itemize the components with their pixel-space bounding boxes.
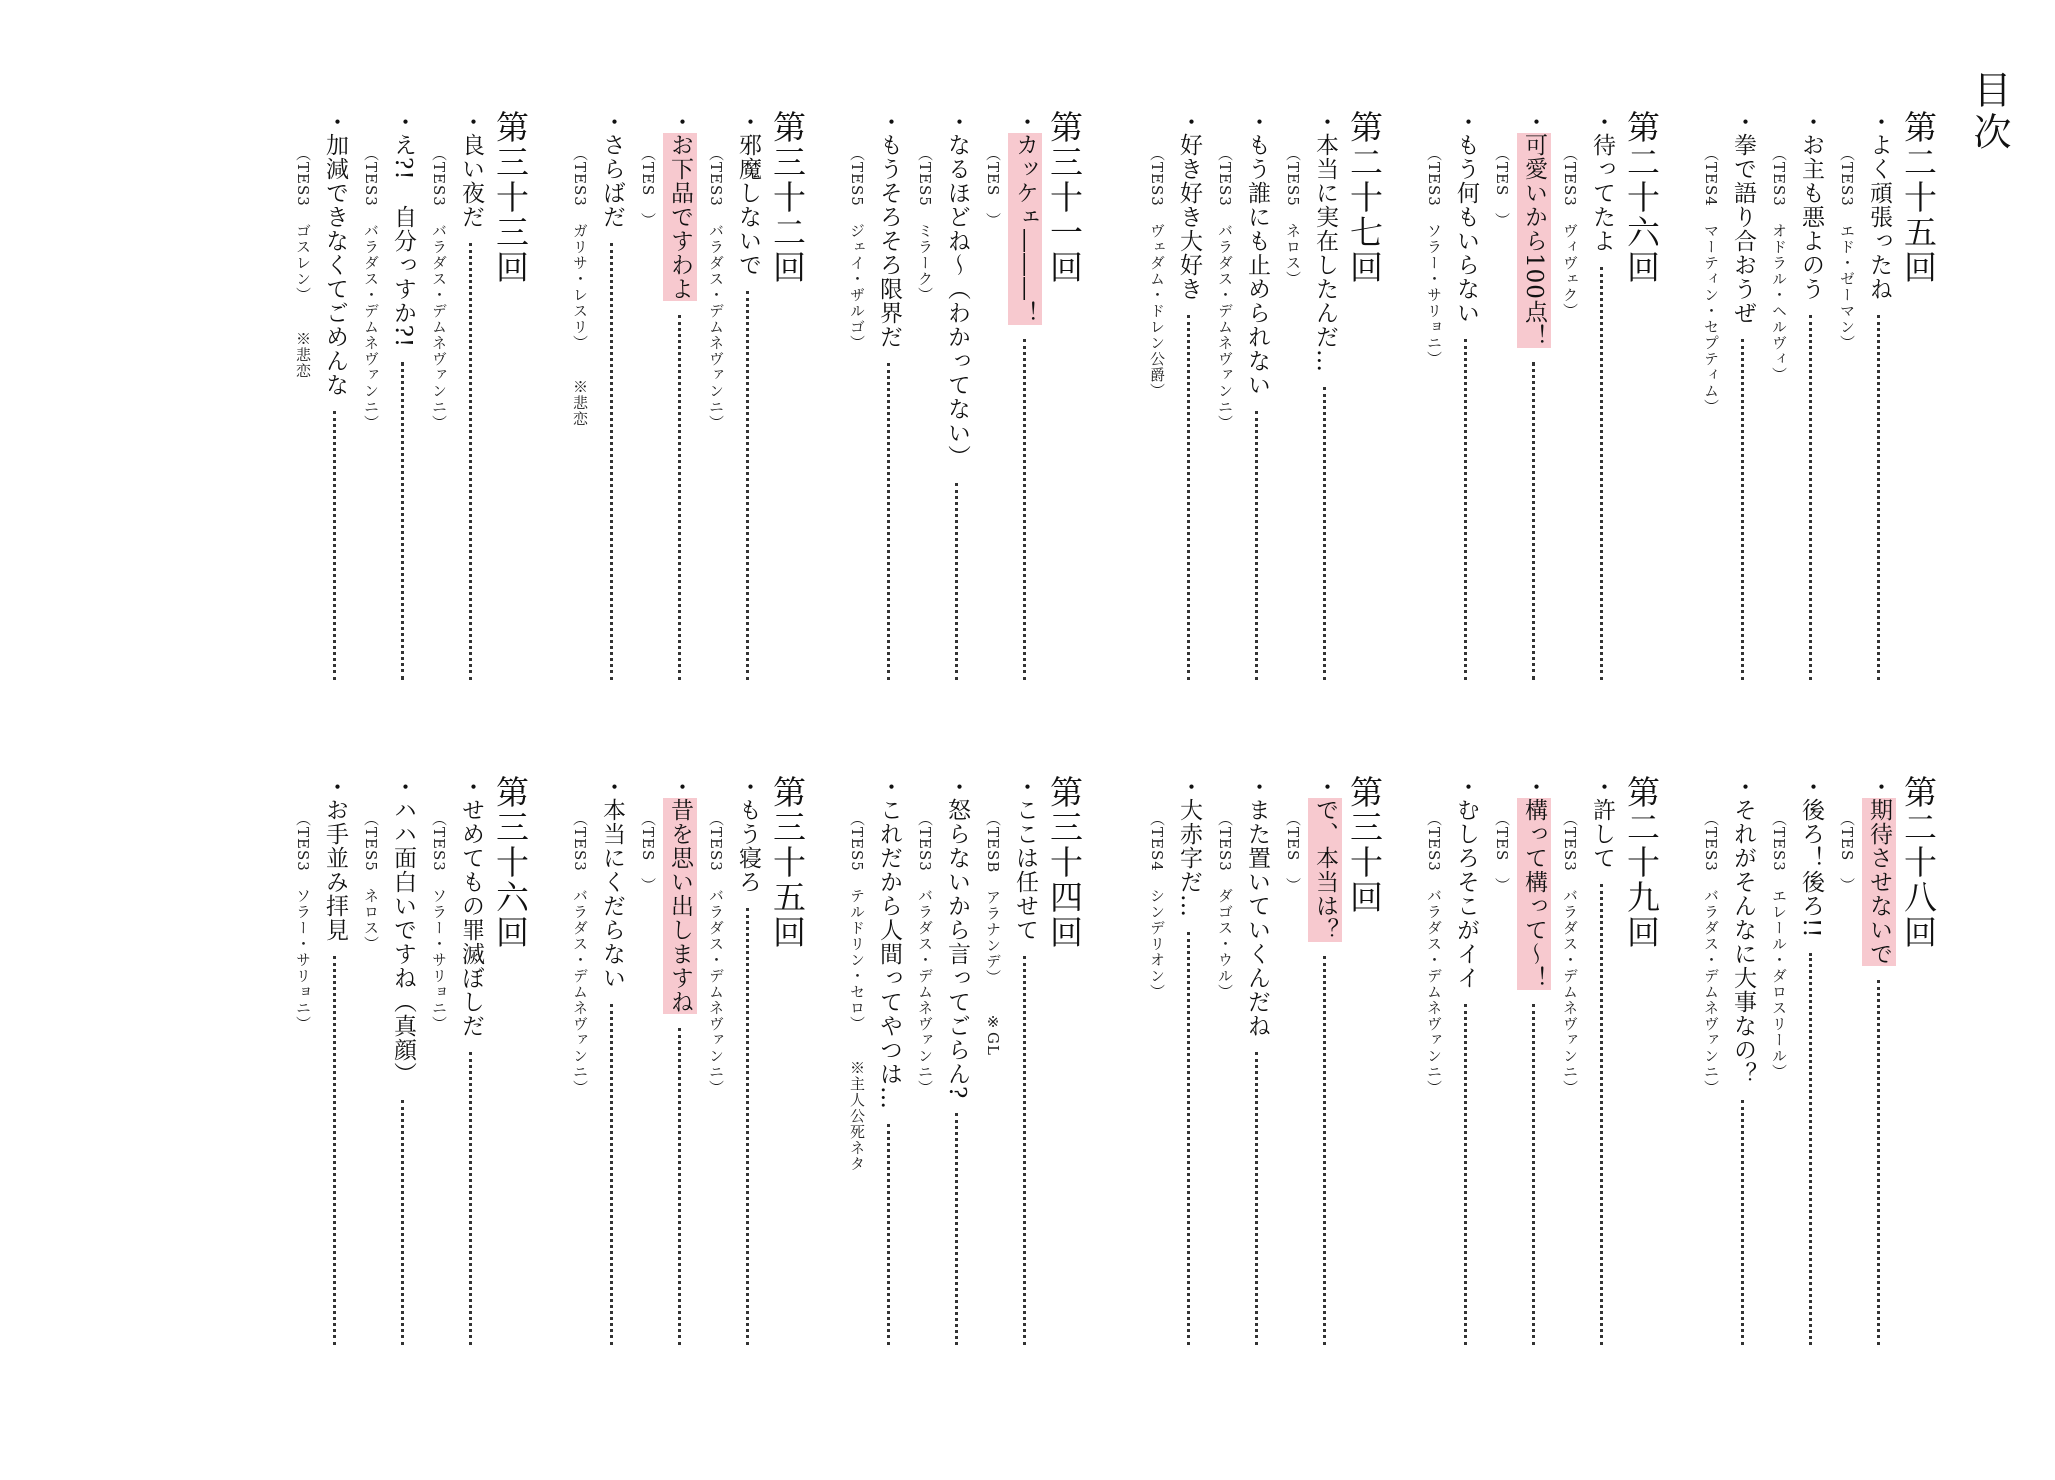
- toc-entry-title: お下品ですわよ: [663, 133, 697, 301]
- dot-leader: [1255, 1052, 1260, 1345]
- toc-entry-source: （TES4 シンデリオン）: [1148, 811, 1166, 1000]
- toc-entry[interactable]: [565, 110, 629, 690]
- toc-entry-source: （TES3 バラダス・デムネヴァンニ）: [430, 146, 448, 431]
- toc-entry[interactable]: [1419, 110, 1483, 690]
- toc-entry-meta: [288, 811, 318, 1032]
- toc-entry-title: むしろそこがイイ: [1453, 798, 1479, 990]
- toc-entry-line: [1008, 775, 1042, 1355]
- toc-entry[interactable]: [424, 775, 488, 1355]
- chapter-block: [1650, 110, 1946, 690]
- toc-entry-source: （TES3 バラダス・デムネヴァンニ）: [1216, 146, 1234, 431]
- bullet-icon: ・: [1521, 110, 1547, 133]
- toc-entry-line: [663, 110, 697, 690]
- toc-entry-note: ※悲恋: [571, 378, 589, 427]
- toc-entry-line: [1862, 110, 1896, 690]
- bullet-icon: ・: [458, 110, 484, 133]
- toc-entry-line: [1172, 775, 1206, 1355]
- toc-entry-source: （TES3 バラダス・デムネヴァンニ）: [571, 811, 589, 1096]
- toc-entry[interactable]: [978, 775, 1042, 1355]
- toc-entry-source: （TES3 ソラー・サリョニ）: [294, 811, 312, 1032]
- toc-entry-title: もうそろそろ限界だ: [876, 133, 902, 349]
- toc-entry-line: [872, 110, 906, 690]
- chapter-entries: [838, 110, 1042, 690]
- toc-entry-meta: [565, 146, 595, 427]
- toc-entry-meta: [288, 146, 318, 379]
- chapter-entries: [1138, 110, 1342, 690]
- toc-entry-meta: [978, 146, 1008, 228]
- toc-entry[interactable]: [1832, 110, 1896, 690]
- toc-entry[interactable]: [1210, 775, 1274, 1355]
- toc-entry-line: [1726, 775, 1760, 1355]
- dot-leader: [1532, 1004, 1537, 1345]
- chapter-block: [1096, 775, 1392, 1355]
- toc-entry[interactable]: [424, 110, 488, 690]
- chapter-entries: [284, 110, 488, 690]
- toc-entry-meta: [1764, 811, 1794, 1080]
- dot-leader: [469, 243, 474, 680]
- toc-entry[interactable]: [701, 775, 765, 1355]
- toc-entry-source: （TES ）: [1493, 146, 1511, 229]
- toc-entry-line: [1240, 110, 1274, 690]
- toc-entry[interactable]: [633, 110, 697, 690]
- toc-entry-meta: [1487, 146, 1517, 228]
- toc-entry-line: [386, 110, 420, 690]
- dot-leader: [678, 1028, 683, 1345]
- toc-entry-title: それがそんなに大事なの？: [1730, 798, 1756, 1086]
- chapter-title: 第三十五回: [768, 775, 807, 950]
- bullet-icon: ・: [667, 110, 693, 133]
- chapter-block: [519, 775, 815, 1355]
- chapter-entries: [1692, 775, 1896, 1355]
- toc-entry-title: お手並み拝見: [322, 798, 348, 942]
- dot-leader: [1532, 362, 1537, 680]
- toc-entry-line: [1726, 110, 1760, 690]
- dot-leader: [1323, 956, 1328, 1345]
- toc-entry-source: （TES3 エド・ゼーマン）: [1838, 146, 1856, 351]
- toc-entry-line: [1585, 775, 1619, 1355]
- dot-leader: [887, 363, 892, 680]
- bullet-icon: ・: [1730, 775, 1756, 798]
- toc-entry-title: これだから人間ってやつは…: [876, 798, 902, 1110]
- chapter-entries: [1138, 775, 1342, 1355]
- toc-entry-title: せめてもの罪滅ぼしだ: [458, 798, 484, 1038]
- toc-entry-line: [595, 110, 629, 690]
- toc-entry-line: [1240, 775, 1274, 1355]
- toc-entry-source: （TESB アラナンデ）: [984, 811, 1002, 986]
- dot-leader: [1464, 1004, 1469, 1345]
- toc-entry-line: [1517, 110, 1551, 690]
- toc-entry-source: （TES3 ソラー・サリョニ）: [1425, 146, 1443, 367]
- toc-entry-source: （TES5 ネロス）: [362, 811, 380, 952]
- toc-entry-title: もう誰にも止められない: [1244, 133, 1270, 397]
- toc-entry-source: （TES5 ミラーク）: [916, 146, 934, 303]
- chapter-title: 第二十七回: [1345, 110, 1384, 285]
- toc-entry-title: 加減できなくてごめんな: [322, 133, 348, 397]
- toc-entry-title: また置いていくんだね: [1244, 798, 1270, 1038]
- chapter-entries: [838, 775, 1042, 1355]
- chapter-block: [1373, 775, 1669, 1355]
- toc-entry-source: （TES3 ソラー・サリョニ）: [430, 811, 448, 1032]
- toc-entry-title: 本当に実在したんだ…: [1312, 133, 1338, 373]
- toc-entry-source: （TES ）: [639, 811, 657, 894]
- toc-entry-note: ※悲恋: [294, 330, 312, 379]
- toc-entry-title: 可愛いから100点！: [1517, 133, 1551, 348]
- toc-entry-line: [940, 775, 974, 1355]
- dot-leader: [1600, 884, 1605, 1345]
- bullet-icon: ・: [944, 110, 970, 133]
- toc-entry-meta: [1696, 146, 1726, 415]
- dot-leader: [1741, 1100, 1746, 1345]
- toc-entry-title: よく頑張ったね: [1866, 133, 1892, 301]
- toc-entry-meta: [910, 146, 940, 303]
- toc-entry[interactable]: [910, 110, 974, 690]
- toc-entry-line: [1449, 775, 1483, 1355]
- toc-entry-title: 好き好き大好き: [1176, 133, 1202, 301]
- toc-entry-line: [1794, 775, 1828, 1355]
- dot-leader: [1809, 953, 1814, 1346]
- dot-leader: [1187, 315, 1192, 680]
- toc-entry-line: [1517, 775, 1551, 1355]
- toc-entry-title: 後ろ！後ろ!!: [1798, 798, 1824, 939]
- toc-entry[interactable]: [701, 110, 765, 690]
- chapter-title: 第三十一回: [1045, 110, 1084, 285]
- toc-entry[interactable]: [1832, 775, 1896, 1355]
- toc-entry-source: （TES3 バラダス・デムネヴァンニ）: [1425, 811, 1443, 1096]
- toc-entry[interactable]: [910, 775, 974, 1355]
- dot-leader: [1023, 956, 1028, 1345]
- toc-entry[interactable]: [842, 775, 906, 1355]
- dot-leader: [1809, 315, 1814, 680]
- toc-entry-meta: [1555, 146, 1585, 319]
- chapter-block: [1650, 775, 1946, 1355]
- toc-entry-title: 待ってたよ: [1589, 133, 1615, 253]
- toc-entry-title: 怒らないから言ってごらん?: [944, 798, 970, 1100]
- chapter-title: 第三十四回: [1045, 775, 1084, 950]
- toc-entry-title: 大赤字だ…: [1176, 798, 1202, 918]
- toc-entry-meta: [1142, 811, 1172, 1000]
- toc-entry-title: ここは任せて: [1012, 798, 1038, 942]
- bullet-icon: ・: [1866, 110, 1892, 133]
- toc-entry[interactable]: [1487, 110, 1551, 690]
- bullet-icon: ・: [944, 775, 970, 798]
- bullet-icon: ・: [1453, 110, 1479, 133]
- dot-leader: [1741, 339, 1746, 680]
- toc-entry[interactable]: [356, 110, 420, 690]
- chapter-title: 第三十回: [1345, 775, 1384, 915]
- dot-leader: [469, 1052, 474, 1345]
- toc-entry[interactable]: [978, 110, 1042, 690]
- dot-leader: [1600, 267, 1605, 680]
- bullet-icon: ・: [1176, 775, 1202, 798]
- toc-entry-meta: [1487, 811, 1517, 893]
- dot-leader: [401, 362, 406, 680]
- toc-entry-line: [872, 775, 906, 1355]
- chapter-entries: [561, 110, 765, 690]
- toc-entry-meta: [701, 146, 731, 431]
- toc-entry-source: （TES5 ネロス）: [1284, 146, 1302, 287]
- toc-entry-line: [663, 775, 697, 1355]
- toc-entry-title: もう何もいらない: [1453, 133, 1479, 325]
- bullet-icon: ・: [322, 110, 348, 133]
- chapter-entries: [1415, 110, 1619, 690]
- toc-entry-meta: [565, 811, 595, 1096]
- page-title: 目次: [1967, 70, 2011, 154]
- toc-entry-line: [386, 775, 420, 1355]
- chapter-block: [242, 110, 538, 690]
- toc-entry-source: （TES3 ダゴス・ウル）: [1216, 811, 1234, 1000]
- toc-entry-source: （TES3 バラダス・デムネヴァンニ）: [1702, 811, 1720, 1096]
- toc-entry-meta: [424, 811, 454, 1032]
- dot-leader: [746, 908, 751, 1345]
- bullet-icon: ・: [1798, 775, 1824, 798]
- toc-entry-meta: [1832, 811, 1862, 893]
- bullet-icon: ・: [1521, 775, 1547, 798]
- bullet-icon: ・: [735, 110, 761, 133]
- chapter-title: 第三十三回: [491, 110, 530, 285]
- toc-entry-note: ※主人公死ネタ: [848, 1059, 866, 1172]
- chapter-block: [1373, 110, 1669, 690]
- toc-entry-meta: [978, 811, 1008, 1056]
- toc-entry-line: [318, 110, 352, 690]
- bullet-icon: ・: [876, 110, 902, 133]
- toc-entry[interactable]: [1764, 110, 1828, 690]
- toc-entry-meta: [1278, 146, 1308, 287]
- bullet-icon: ・: [1176, 110, 1202, 133]
- toc-entry-line: [1172, 110, 1206, 690]
- chapter-title: 第二十五回: [1899, 110, 1938, 285]
- dot-leader: [1877, 980, 1882, 1345]
- toc-entry-source: （TES3 オドラル・ヘルヴィ）: [1770, 146, 1788, 383]
- toc-entry-line: [1308, 110, 1342, 690]
- dot-leader: [610, 1004, 615, 1345]
- chapter-title: 第三十二回: [768, 110, 807, 285]
- toc-entry-source: （TES3 ヴィヴェク）: [1561, 146, 1579, 319]
- toc-entry[interactable]: [1278, 775, 1342, 1355]
- toc-entry-title: 構って構って～！: [1517, 798, 1551, 990]
- toc-entry[interactable]: [1555, 110, 1619, 690]
- toc-entry-title: 昔を思い出しますね: [663, 798, 697, 1014]
- toc-entry-line: [1008, 110, 1042, 690]
- toc-entry[interactable]: [1764, 775, 1828, 1355]
- toc-entry-title: 邪魔しないで: [735, 133, 761, 277]
- toc-entry-source: （TES3 ガリサ・レスリ）: [571, 146, 589, 351]
- toc-entry-meta: [1278, 811, 1308, 893]
- toc-entry-title: お主も悪よのう: [1798, 133, 1824, 301]
- bullet-icon: ・: [390, 775, 416, 798]
- toc-entry[interactable]: [1696, 110, 1760, 690]
- toc-entry-title: 期待させないで: [1862, 798, 1896, 966]
- toc-entry-line: [1585, 110, 1619, 690]
- toc-entry-source: （TES3 バラダス・デムネヴァンニ）: [707, 146, 725, 431]
- toc-entry-meta: [424, 146, 454, 431]
- toc-entry-title: 本当にくだらない: [599, 798, 625, 990]
- toc-entry-meta: [1142, 146, 1172, 399]
- toc-entry-note: ※GL: [984, 1013, 1002, 1057]
- bullet-icon: ・: [1312, 110, 1338, 133]
- dot-leader: [333, 956, 338, 1345]
- toc-entry-title: 良い夜だ: [458, 133, 484, 229]
- toc-entry-meta: [1419, 811, 1449, 1096]
- bullet-icon: ・: [876, 775, 902, 798]
- toc-entry-title: カッケェ―――！: [1008, 133, 1042, 325]
- bullet-icon: ・: [1589, 775, 1615, 798]
- toc-entry-line: [595, 775, 629, 1355]
- dot-leader: [1187, 932, 1192, 1345]
- toc-entry-line: [1449, 110, 1483, 690]
- toc-entry-meta: [1764, 146, 1794, 383]
- bullet-icon: ・: [599, 110, 625, 133]
- toc-entry-line: [1794, 110, 1828, 690]
- bullet-icon: ・: [735, 775, 761, 798]
- toc-entry-source: （TES4 マーティン・セプティム）: [1702, 146, 1720, 415]
- chapter-title: 第三十六回: [491, 775, 530, 950]
- chapter-block: [796, 775, 1092, 1355]
- dot-leader: [333, 411, 338, 680]
- toc-entry[interactable]: [1142, 775, 1206, 1355]
- toc-entry-source: （TES3 ヴェダム・ドレン公爵）: [1148, 146, 1166, 399]
- bullet-icon: ・: [458, 775, 484, 798]
- toc-entry[interactable]: [1696, 775, 1760, 1355]
- toc-entry-source: （TES3 バラダス・デムネヴァンニ）: [362, 146, 380, 431]
- chapter-block: [519, 110, 815, 690]
- toc-entry-line: [1862, 775, 1896, 1355]
- toc-entry-source: （TES ）: [639, 146, 657, 229]
- toc-entry-source: （TES ）: [1838, 811, 1856, 894]
- bullet-icon: ・: [1244, 775, 1270, 798]
- bullet-icon: ・: [1312, 775, 1338, 798]
- dot-leader: [746, 291, 751, 680]
- chapter-entries: [284, 775, 488, 1355]
- toc-entry-source: （TES3 バラダス・デムネヴァンニ）: [1561, 811, 1579, 1096]
- toc-entry[interactable]: [1210, 110, 1274, 690]
- toc-entry-meta: [633, 146, 663, 228]
- toc-entry-source: （TES3 バラダス・デムネヴァンニ）: [916, 811, 934, 1096]
- toc-entry-meta: [1210, 811, 1240, 1000]
- toc-entry-title: もう寝ろ: [735, 798, 761, 894]
- dot-leader: [887, 1124, 892, 1345]
- toc-entry-line: [1308, 775, 1342, 1355]
- bullet-icon: ・: [599, 775, 625, 798]
- chapter-block: [1096, 110, 1392, 690]
- toc-entry-title: ハハ面白いですね（真顔）: [390, 798, 416, 1086]
- bullet-icon: ・: [667, 775, 693, 798]
- toc-entry-meta: [1210, 146, 1240, 431]
- toc-entry-source: （TES3 バラダス・デムネヴァンニ）: [707, 811, 725, 1096]
- toc-entry-meta: [1696, 811, 1726, 1096]
- bullet-icon: ・: [1730, 110, 1756, 133]
- toc-entry-source: （TES3 ゴスレン）: [294, 146, 312, 303]
- chapter-entries: [1692, 110, 1896, 690]
- dot-leader: [1023, 339, 1028, 680]
- dot-leader: [401, 1100, 406, 1345]
- bullet-icon: ・: [1244, 110, 1270, 133]
- toc-entry-meta: [910, 811, 940, 1096]
- toc-entry[interactable]: [1142, 110, 1206, 690]
- toc-entry-title: 許して: [1589, 798, 1615, 870]
- dot-leader: [1323, 387, 1328, 680]
- dot-leader: [1255, 411, 1260, 680]
- toc-entry-source: （TES ）: [1493, 811, 1511, 894]
- toc-entry[interactable]: [633, 775, 697, 1355]
- toc-entry-meta: [1419, 146, 1449, 367]
- bullet-icon: ・: [1012, 775, 1038, 798]
- dot-leader: [678, 315, 683, 680]
- toc-entry-title: で、本当は？: [1308, 798, 1342, 942]
- toc-entry-line: [940, 110, 974, 690]
- bullet-icon: ・: [1866, 775, 1892, 798]
- dot-leader: [955, 1113, 960, 1345]
- bullet-icon: ・: [1012, 110, 1038, 133]
- chapter-title: 第二十八回: [1899, 775, 1938, 950]
- toc-entry-title: 拳で語り合おうぜ: [1730, 133, 1756, 325]
- toc-entry-source: （TES5 テルドリン・セロ）: [848, 811, 866, 1032]
- toc-entry-meta: [356, 146, 386, 431]
- toc-entry-source: （TES5 ジェイ・ザルゴ）: [848, 146, 866, 351]
- chapter-entries: [1415, 775, 1619, 1355]
- chapter-block: [796, 110, 1092, 690]
- dot-leader: [955, 483, 960, 680]
- chapter-entries: [561, 775, 765, 1355]
- toc-entry-line: [318, 775, 352, 1355]
- toc-entry-source: （TES3 エレール・ダロスリール）: [1770, 811, 1788, 1080]
- toc-entry-meta: [842, 146, 872, 351]
- toc-entry[interactable]: [842, 110, 906, 690]
- toc-entry-title: なるほどね～（わかってない）: [944, 133, 970, 469]
- toc-entry-meta: [1832, 146, 1862, 351]
- toc-entry[interactable]: [565, 775, 629, 1355]
- toc-entry[interactable]: [1419, 775, 1483, 1355]
- toc-entry-source: （TES ）: [984, 146, 1002, 229]
- toc-entry-source: （TES ）: [1284, 811, 1302, 894]
- toc-entry[interactable]: [1555, 775, 1619, 1355]
- toc-entry-line: [731, 775, 765, 1355]
- toc-entry-line: [454, 775, 488, 1355]
- toc-entry[interactable]: [288, 775, 352, 1355]
- toc-entry[interactable]: [356, 775, 420, 1355]
- toc-entry-meta: [633, 811, 663, 893]
- dot-leader: [610, 243, 615, 680]
- toc-entry-line: [731, 110, 765, 690]
- chapter-title: 第二十九回: [1622, 775, 1661, 950]
- chapter-block: [242, 775, 538, 1355]
- bullet-icon: ・: [1589, 110, 1615, 133]
- bullet-icon: ・: [1453, 775, 1479, 798]
- bullet-icon: ・: [1798, 110, 1824, 133]
- dot-leader: [1877, 315, 1882, 680]
- toc-entry-meta: [842, 811, 872, 1172]
- toc-entry-title: さらばだ: [599, 133, 625, 229]
- toc-entry-line: [454, 110, 488, 690]
- bullet-icon: ・: [322, 775, 348, 798]
- toc-entry-meta: [1555, 811, 1585, 1096]
- toc-entry-meta: [701, 811, 731, 1096]
- toc-entry[interactable]: [1487, 775, 1551, 1355]
- dot-leader: [1464, 339, 1469, 680]
- toc-entry-title: え?! 自分っすか?!: [390, 133, 416, 349]
- chapter-title: 第二十六回: [1622, 110, 1661, 285]
- bullet-icon: ・: [390, 110, 416, 133]
- toc-entry[interactable]: [1278, 110, 1342, 690]
- toc-entry-meta: [356, 811, 386, 952]
- toc-entry[interactable]: [288, 110, 352, 690]
